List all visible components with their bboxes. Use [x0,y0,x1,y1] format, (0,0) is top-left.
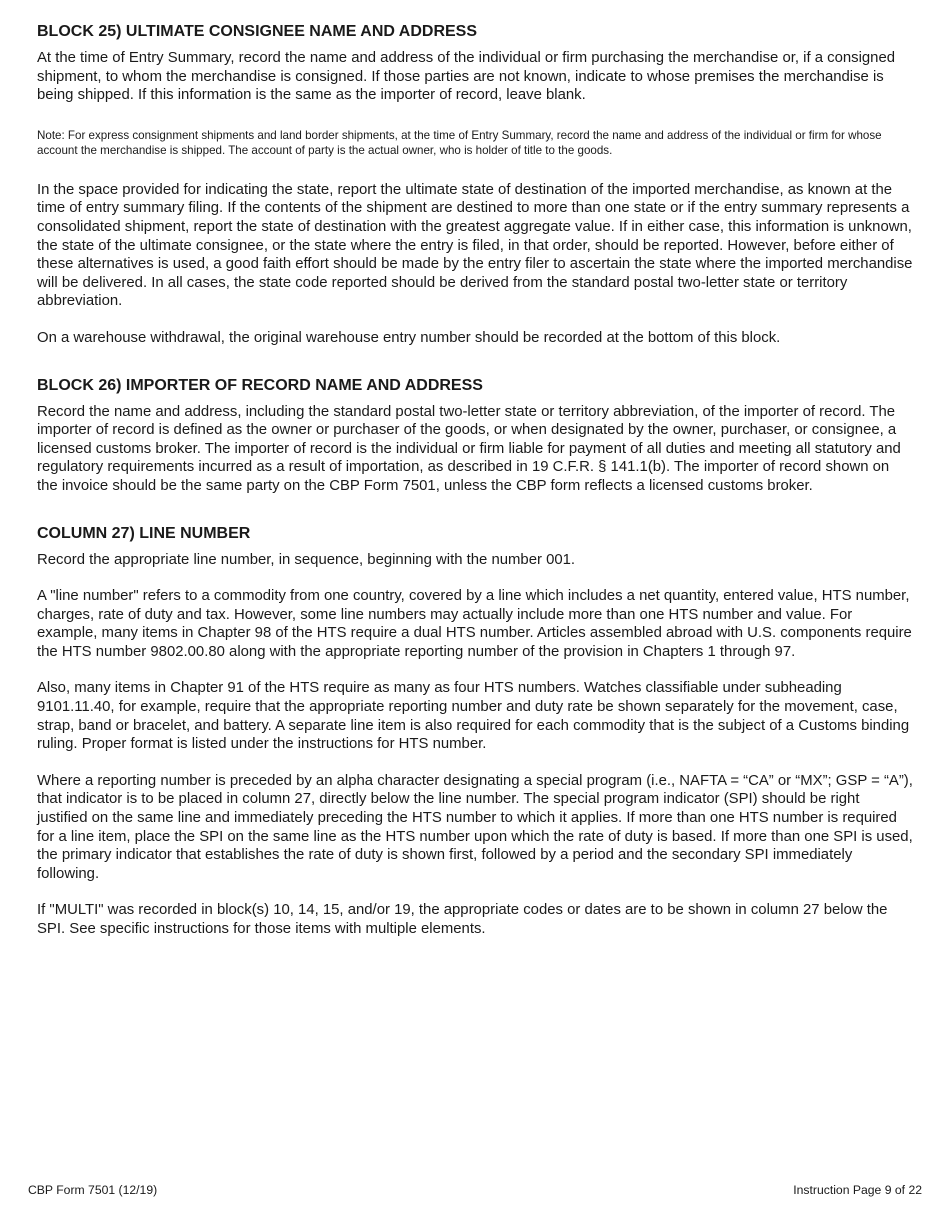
column-27-paragraph-5: If "MULTI" was recorded in block(s) 10, 14, 15, and/or 19, the appropriate codes or dates are to be shown in column 27 below the SPI. See specific instructions for those items with multiple elements. [37,902,888,937]
block-26-paragraph-1: Record the name and address, including the standard postal two-letter state or territory abbreviation, of the importer of record. The importer of record is defined as the owner or purchaser of the goods, or when designated by the owner, purchaser, or consignee, a licensed customs broker. The importer of record is the individual or firm liable for payment of all duties and meeting all statutory and regulatory requirements incurred as a result of importation, as described in 19 C.F.R. § 141.1(b). The importer of record shown on the invoice should be the same party on the CBP Form 7501, unless the CBP form reflects a licensed customs broker. [37,403,901,494]
document-body [37,22,913,939]
block-25-paragraph-2: In the space provided for indicating the state, report the ultimate state of destination of the imported merchandise, as known at the time of entry summary filing. If the contents of the shipment are destined to more than one state or if the entry summary represents a consolidated shipment, report the state of destination with the greatest aggregate value. If in either case, this information is unknown, the state of the ultimate consignee, or the state where the entry is filed, in that order, should be reported. However, before either of these alternatives is used, a good faith effort should be made by the entry filer to ascertain the state where the imported merchandise will be delivered. In all cases, the state code reported should be derived from the standard postal two-letter state or territory abbreviation. [37,181,913,310]
column-27-paragraph-2: A "line number" refers to a commodity from one country, covered by a line which includes a net quantity, entered value, HTS number, charges, rate of duty and tax. However, some line numbers may actually include more than one HTS number and value. For example, many items in Chapter 98 of the HTS require a dual HTS number. Articles assembled abroad with U.S. components require the HTS number 9802.00.80 along with the appropriate reporting number of the provision in Chapters 1 through 97. [37,588,912,660]
column-27-heading: COLUMN 27) LINE NUMBER [37,524,251,542]
block-26-heading: BLOCK 26) IMPORTER OF RECORD NAME AND ADDRESS [37,376,483,394]
block-25-paragraph-3: On a warehouse withdrawal, the original warehouse entry number should be recorded at the bottom of this block. [37,329,781,346]
block-25-paragraph-1: At the time of Entry Summary, record the name and address of the individual or firm purchasing the merchandise or, if a consigned shipment, to whom the merchandise is consigned. If those parties are not known, indicate to whose premises the merchandise is being shipped. If this information is the same as the importer of record, leave blank. [37,50,896,104]
column-27-paragraph-3: Also, many items in Chapter 91 of the HTS require as many as four HTS numbers. Watches classifiable under subheading 9101.11.40, for example, require that the appropriate reporting number and duty rate be shown separately for the movement, case, strap, band or bracelet, and battery. A separate line item is also required for each commodity that is the subject of a Customs binding ruling. Proper format is listed under the instructions for HTS number. [37,680,910,753]
column-27-paragraph-1: Record the appropriate line number, in sequence, beginning with the number 001. [37,551,576,568]
column-27-paragraph-4: Where a reporting number is preceded by an alpha character designating a special program (i.e., NAFTA = “CA” or “MX”; GSP = “A”), that indicator is to be placed in column 27, directly below the line number. The special program indicator (SPI) should be right justified on the same line and immediately preceding the HTS number to which it applies. If more than one HTS number is required for a line item, place the SPI on the same line as the HTS number upon which the rate of duty is based. If more than one SPI is used, the primary indicator that establishes the rate of duty is shown first, followed by a period and the secondary SPI immediately following. [37,772,913,882]
footer-form-id: CBP Form 7501 (12/19) [28,1183,158,1197]
block-25-heading: BLOCK 25) ULTIMATE CONSIGNEE NAME AND ADDRESS [37,23,478,40]
block-25-note: Note: For express consignment shipments and land border shipments, at the time of Entry Summary, record the name and address of the individual or firm for whose account the merchandise is shipped. The account of party is the actual owner, who is holder of title to the goods. [37,128,882,157]
footer-page-number: Instruction Page 9 of 22 [793,1183,922,1197]
